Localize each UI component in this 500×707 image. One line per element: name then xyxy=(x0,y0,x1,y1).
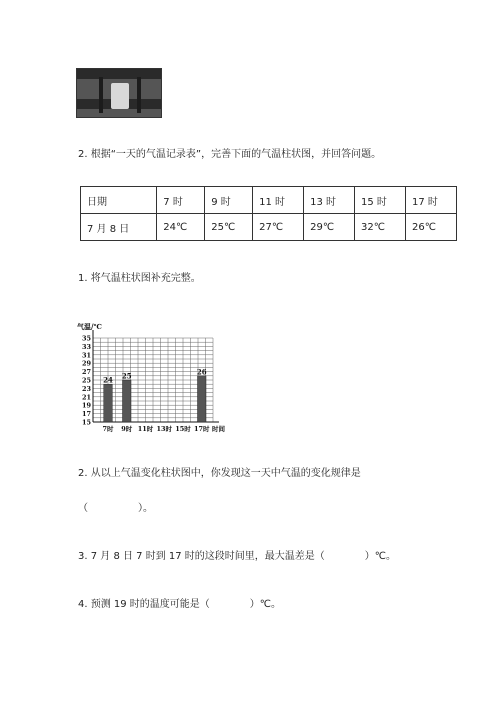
y-axis-title: 气温/℃ xyxy=(77,322,102,331)
bar-data-label: 25 xyxy=(121,371,132,381)
bar-data-label: 26 xyxy=(196,367,207,377)
x-tick-label: 15时 xyxy=(175,425,191,433)
temperature-bar-chart xyxy=(74,316,234,444)
table-row xyxy=(81,214,457,241)
sub-question-4: 4. 预测 19 时的温度可能是（ ）℃。 xyxy=(78,599,282,610)
table-cell: 11 时 xyxy=(253,187,304,214)
x-tick-label: 11时 xyxy=(137,425,154,433)
table-cell: 32℃ xyxy=(355,214,406,241)
table-cell: 24℃ xyxy=(157,214,205,241)
sub-question-3: 3. 7 月 8 日 7 时到 17 时的这段时间里，最大温差是（ ）℃。 xyxy=(78,551,397,562)
x-tick-label: 7时 xyxy=(102,425,114,433)
bar-data-label: 24 xyxy=(103,375,113,385)
question-photo xyxy=(76,68,162,118)
table-cell: 9 时 xyxy=(205,187,253,214)
y-tick-label: 27 xyxy=(81,368,91,377)
x-tick-label: 13时 xyxy=(156,425,173,433)
table-cell: 29℃ xyxy=(304,214,355,241)
bar xyxy=(198,376,207,422)
y-tick-label: 23 xyxy=(81,384,91,393)
y-tick-label: 29 xyxy=(81,359,91,368)
sub-question-2-blank: （ ）。 xyxy=(78,503,153,514)
x-tick-label: 9时 xyxy=(121,425,133,433)
table-cell: 15 时 xyxy=(355,187,406,214)
table-cell: 25℃ xyxy=(205,214,253,241)
x-axis-title: 时间 xyxy=(212,425,225,433)
table-cell: 26℃ xyxy=(405,214,456,241)
x-tick-label: 17时 xyxy=(193,425,210,433)
table-header-row xyxy=(81,187,457,214)
table-cell: 7 时 xyxy=(157,187,205,214)
y-tick-label: 19 xyxy=(81,401,91,410)
y-tick-label: 31 xyxy=(81,351,91,360)
bar xyxy=(123,380,132,422)
table-cell: 13 时 xyxy=(304,187,355,214)
y-tick-label: 35 xyxy=(81,334,91,343)
y-tick-label: 25 xyxy=(81,376,91,385)
temperature-record-table xyxy=(80,186,457,241)
table-cell: 27℃ xyxy=(253,214,304,241)
y-tick-label: 15 xyxy=(81,418,91,427)
table-cell: 7 月 8 日 xyxy=(81,214,157,241)
y-tick-label: 21 xyxy=(81,393,91,402)
question-2-intro: 2. 根据“一天的气温记录表”，完善下面的气温柱状图，并回答问题。 xyxy=(78,149,382,160)
table-cell: 日期 xyxy=(81,187,157,214)
sub-question-2: 2. 从以上气温变化柱状图中，你发现这一天中气温的变化规律是 xyxy=(78,468,361,479)
y-tick-label: 17 xyxy=(81,410,91,419)
sub-question-1: 1. 将气温柱状图补充完整。 xyxy=(78,273,201,284)
bar xyxy=(104,384,113,422)
y-tick-label: 33 xyxy=(81,342,91,351)
table-cell: 17 时 xyxy=(405,187,456,214)
